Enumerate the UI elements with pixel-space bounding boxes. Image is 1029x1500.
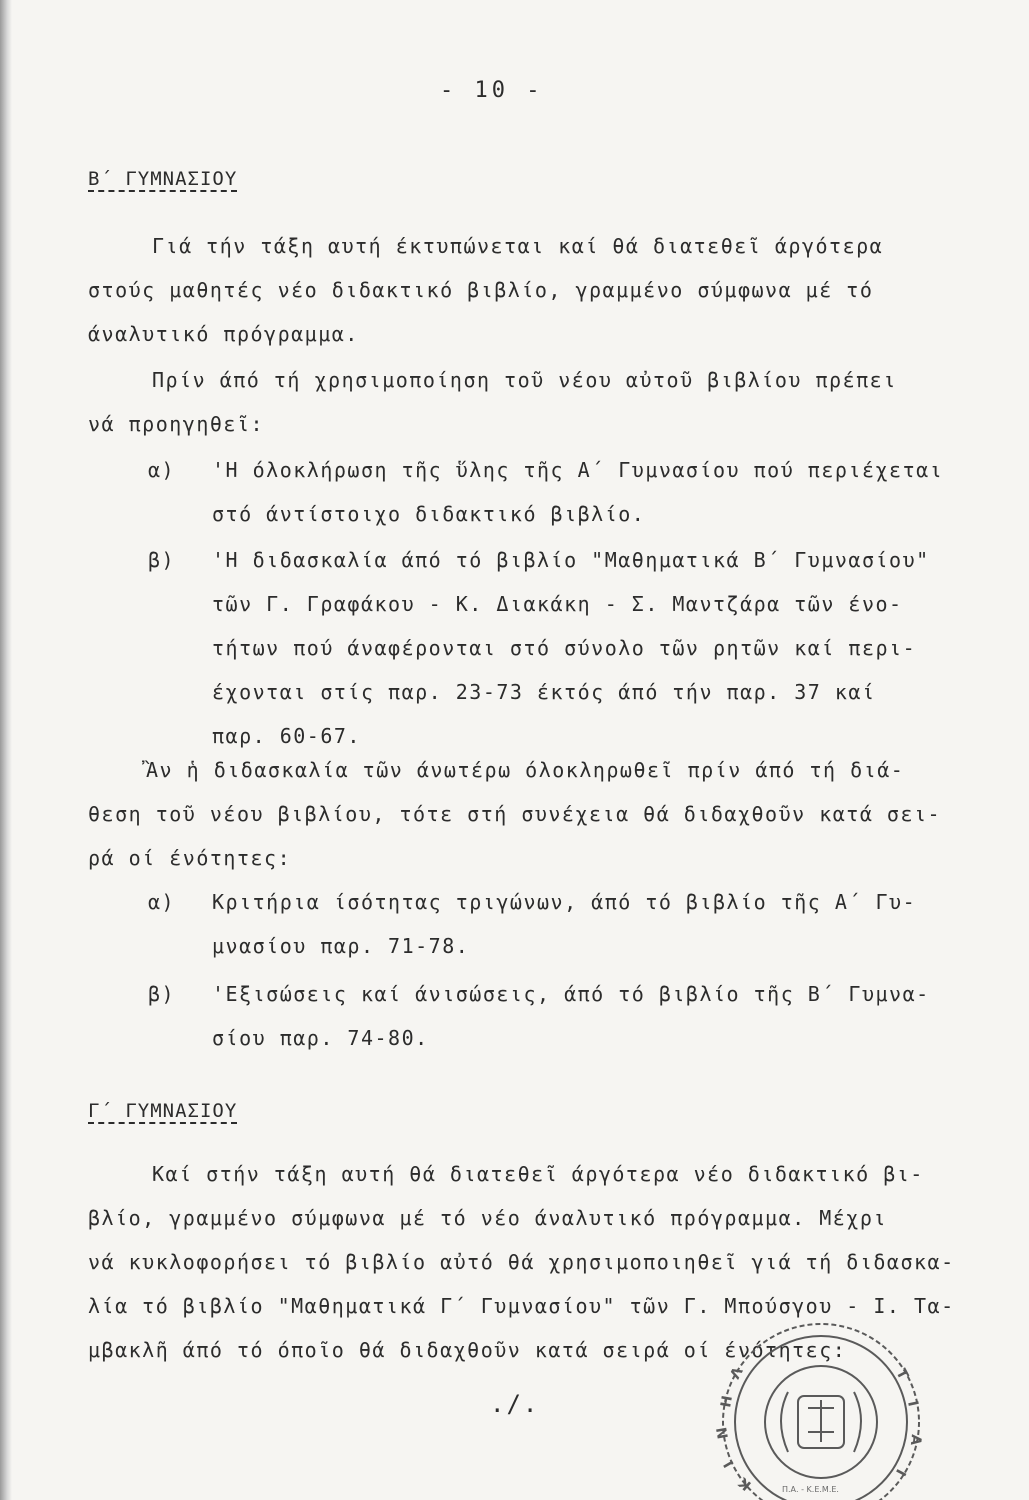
official-seal-stamp <box>712 1322 930 1500</box>
list-item-label: β) <box>148 982 176 1006</box>
text-line: τήτων πού άναφέρονται στό σύνολο τῶν ρητῶν καί περι- <box>212 636 917 660</box>
binding-edge-shadow <box>0 0 12 1500</box>
text-line: ρά οί ένότητες: <box>88 846 292 870</box>
list-item-text <box>212 972 930 1060</box>
text-line: μβακλῆ άπό τό όποῖο θά διδαχθοῦν κατά σειρά οί ένότητες: <box>88 1338 847 1362</box>
text-line: τῶν Γ. Γραφάκου - Κ. Διακάκη - Σ. Μαντζάρα τῶν ένο- <box>212 592 903 616</box>
svg-text:Κ: Κ <box>735 1473 755 1494</box>
text-line: θεση τοῦ νέου βιβλίου, τότε στή συνέχεια θά διδαχθοῦν κατά σει- <box>88 802 942 826</box>
svg-text:Α: Α <box>906 1433 924 1447</box>
text-line: 'Εξισώσεις καί άνισώσεις, άπό τό βιβλίο τῆς Β΄ Γυμνα- <box>212 982 930 1006</box>
continuation-mark: ./. <box>490 1390 540 1418</box>
text-line: νά προηγηθεῖ: <box>88 412 265 436</box>
text-line: Πρίν άπό τή χρησιμοποίηση τοῦ νέου αὐτοῦ βιβλίου πρέπει <box>152 368 897 392</box>
svg-text:Π.Α. - Κ.Ε.Μ.Ε.: Π.Α. - Κ.Ε.Μ.Ε. <box>782 1485 839 1494</box>
text-line: σίου παρ. 74-80. <box>212 1026 429 1050</box>
section-b-before <box>88 358 968 446</box>
list-item-label: α) <box>148 458 176 482</box>
text-line: παρ. 60-67. <box>212 724 361 748</box>
list-item-text <box>212 538 930 758</box>
text-line: μνασίου παρ. 71-78. <box>212 934 470 958</box>
text-line: νά κυκλοφορήσει τό βιβλίο αὐτό θά χρησιμοποιηθεῖ γιά τή διδασκα- <box>88 1250 955 1274</box>
text-line: Κριτήρια ίσότητας τριγώνων, άπό τό βιβλίο τῆς Α΄ Γυ- <box>212 890 917 914</box>
text-line: άναλυτικό πρόγραμμα. <box>88 322 359 346</box>
list-item-text <box>212 448 943 536</box>
svg-text:Ι: Ι <box>720 1457 738 1470</box>
list-item-label: β) <box>148 548 176 572</box>
text-line: έχονται στίς παρ. 23-73 έκτός άπό τήν παρ. 37 καί <box>212 680 876 704</box>
list-item-label: α) <box>148 890 176 914</box>
svg-text:Λ: Λ <box>727 1364 747 1382</box>
section-b-after <box>88 748 968 880</box>
text-line: στό άντίστοιχο διδακτικό βιβλίο. <box>212 502 646 526</box>
text-line: Καί στήν τάξη αυτή θά διατεθεῖ άργότερα νέο διδακτικό βι- <box>152 1162 924 1186</box>
text-line: στούς μαθητές νέο διδακτικό βιβλίο, γραμμένο σύμφωνα μέ τό <box>88 278 874 302</box>
text-line: Ἂν ἡ διδασκαλία τῶν άνωτέρω όλοκληρωθεῖ πρίν άπό τή διά- <box>146 758 905 782</box>
svg-text:Η: Η <box>718 1394 736 1409</box>
list-item-text <box>212 880 916 968</box>
text-line: 'Η όλοκλήρωση τῆς ὕλης τῆς Α΄ Γυμνασίου πού περιέχεται <box>212 458 944 482</box>
svg-text:Ν: Ν <box>714 1425 732 1441</box>
section-c-heading: Γ΄ ΓΥΜΝΑΣΙΟΥ <box>88 1100 238 1122</box>
page-number: - 10 - <box>440 78 544 103</box>
text-line: Γιά τήν τάξη αυτή έκτυπώνεται καί θά διατεθεῖ άργότερα <box>152 234 884 258</box>
section-b-heading: Β΄ ΓΥΜΝΑΣΙΟΥ <box>88 168 238 190</box>
svg-text:Ι: Ι <box>904 1399 921 1408</box>
svg-text:Ι: Ι <box>892 1466 909 1479</box>
text-line: βλίο, γραμμένο σύμφωνα μέ τό νέο άναλυτικό πρόγραμμα. Μέχρι <box>88 1206 887 1230</box>
section-b-intro <box>88 224 968 356</box>
text-line: 'Η διδασκαλία άπό τό βιβλίο "Μαθηματικά Β΄ Γυμνασίου" <box>212 548 930 572</box>
svg-text:Τ: Τ <box>892 1366 912 1383</box>
text-line: λία τό βιβλίο "Μαθηματικά Γ΄ Γυμνασίου" τῶν Γ. Μπούσγου - Ι. Τα- <box>88 1294 955 1318</box>
